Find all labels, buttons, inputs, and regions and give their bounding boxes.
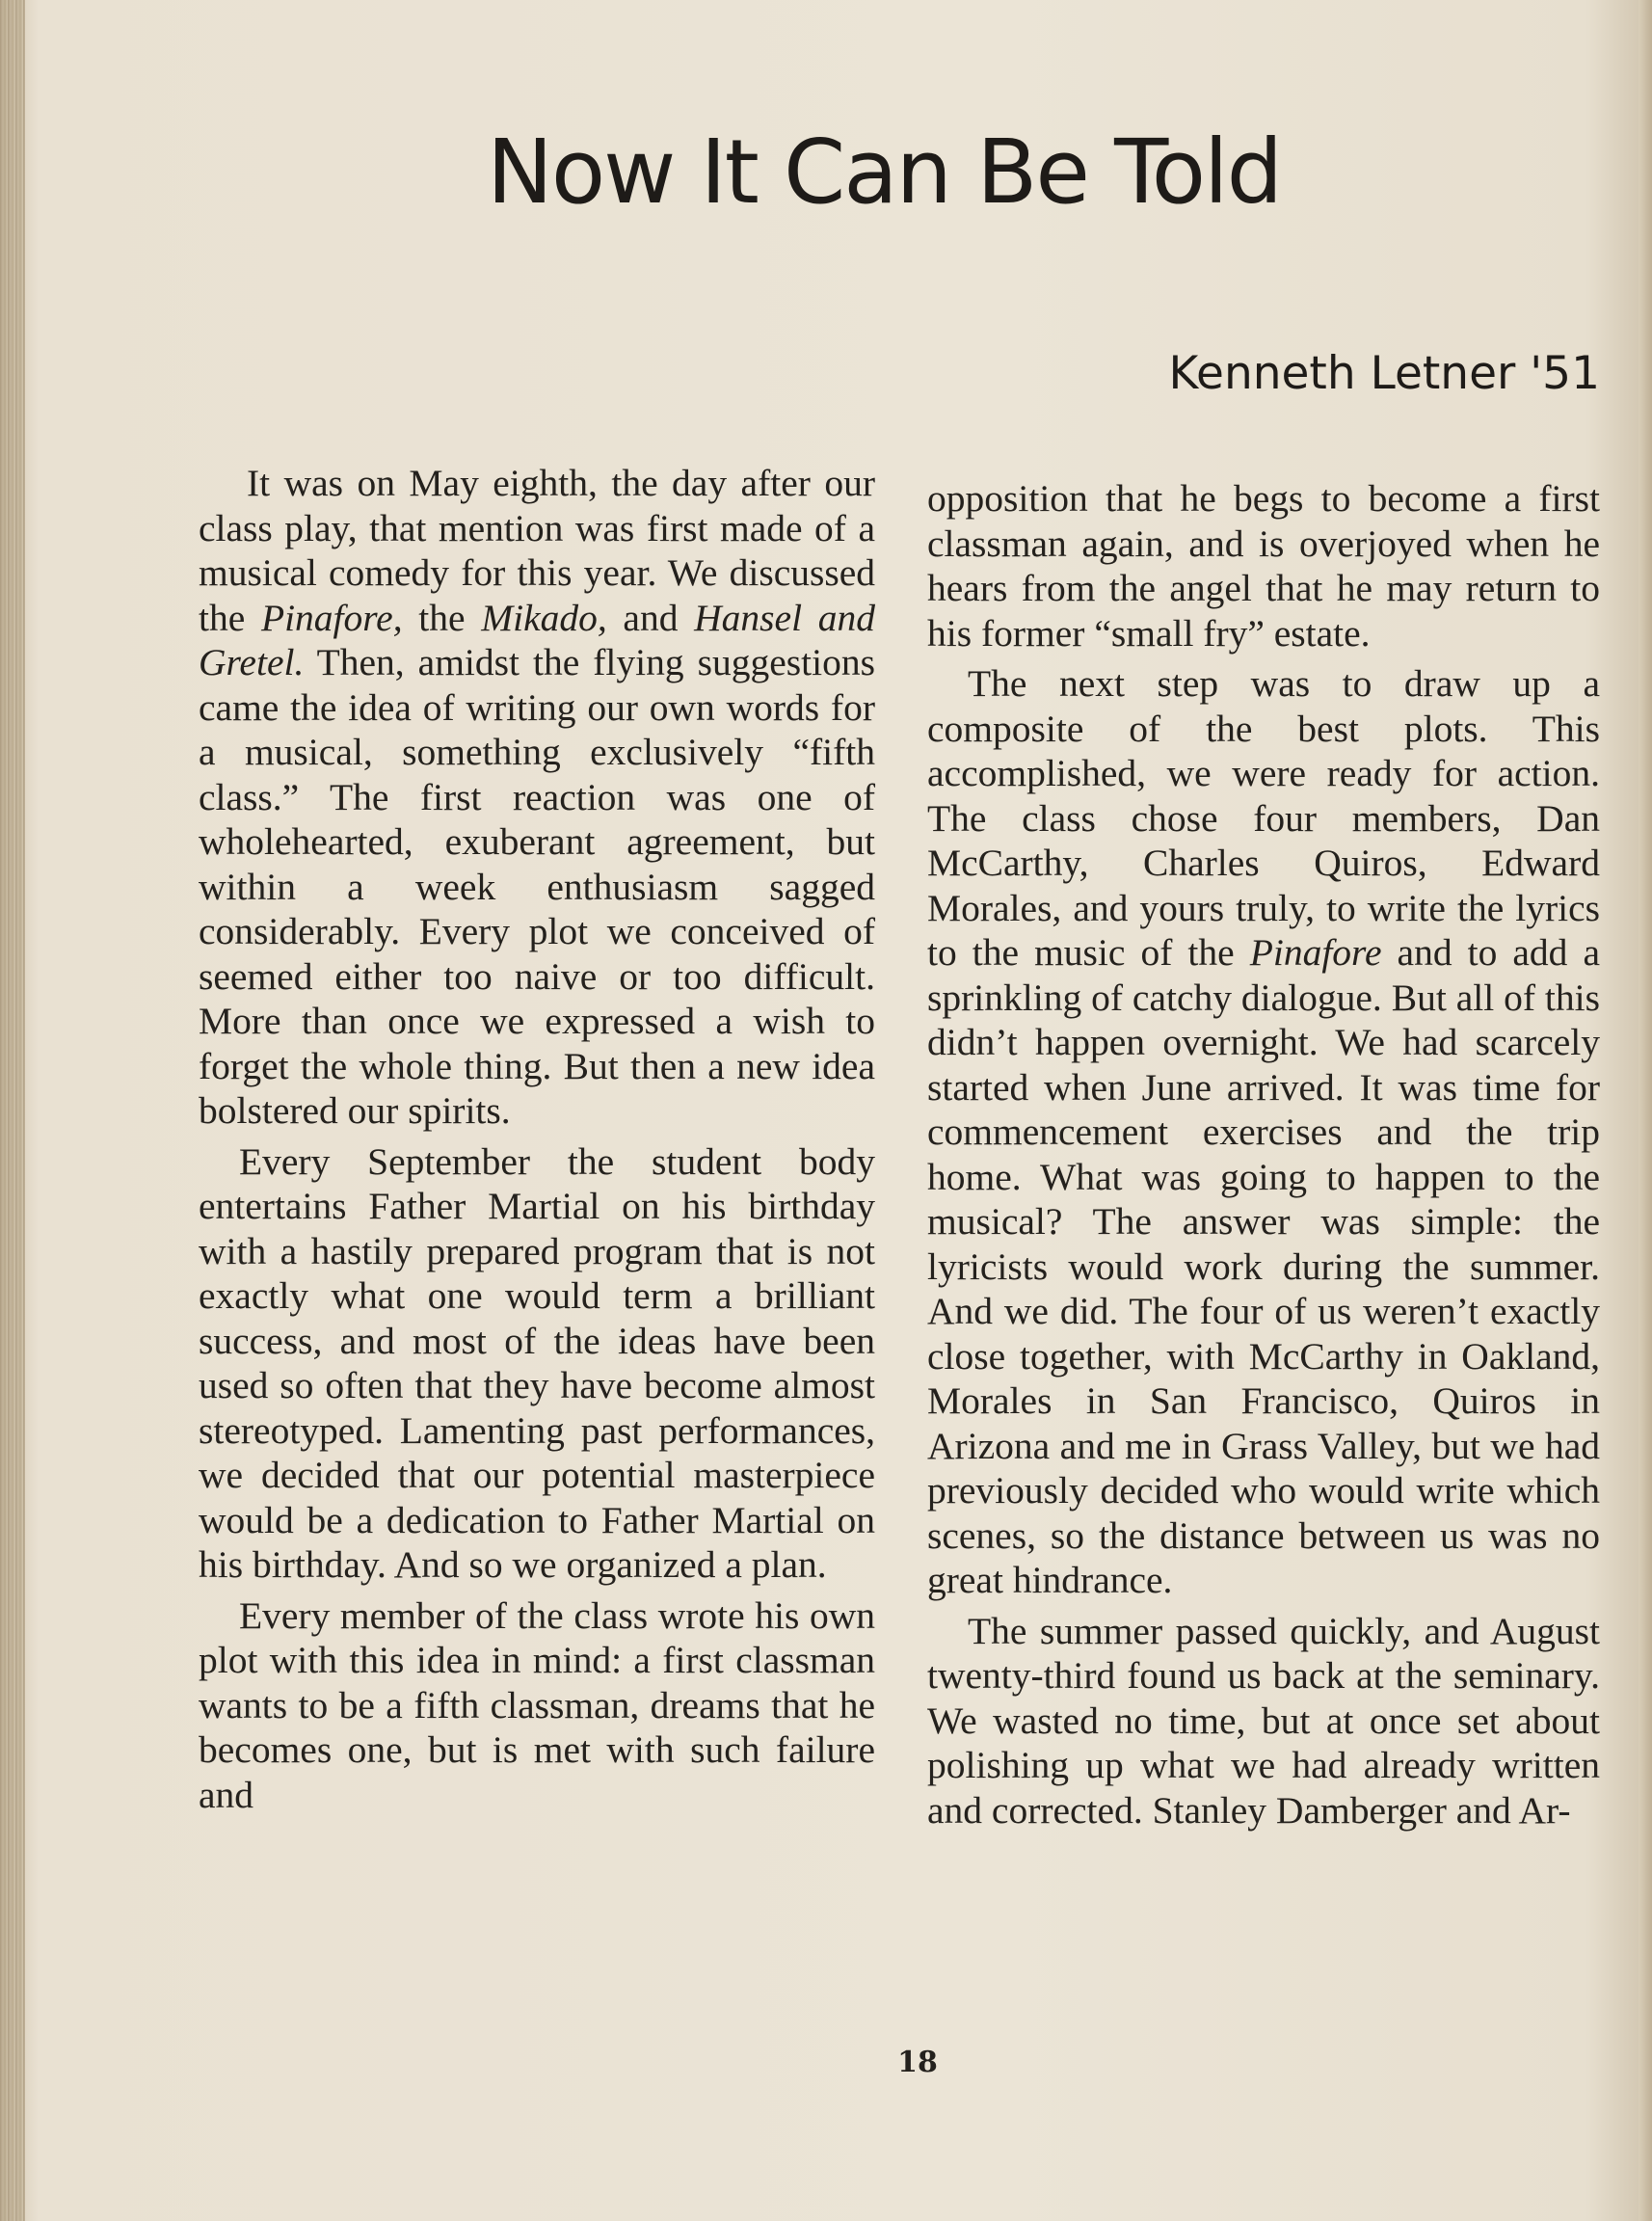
paragraph: The summer passed quickly, and August twenty-third found us back at the seminary. We wasted no time, but at once set about polishing up what we had already written and corrected. Stanley Damberger and Ar-	[927, 1609, 1600, 1832]
text-run: the	[402, 596, 482, 639]
text-run: Then, amidst the flying suggestions came the idea of writing our own words for a musical, something exclusively “fifth class.” The first reaction was one of wholehearted, exuberant agreement, but within a week enthusiasm sagged considerably. Every plot we conceived of seemed either too naive or too difficult. More than once we expressed a wish to forget the whole thing. But then a new idea bolstered our spirits.	[199, 641, 875, 1132]
text-run: It was on May eighth, the day after our class play, that mention was first made of a musical comedy for this year. We discussed the	[199, 462, 875, 639]
page-edge	[1639, 0, 1652, 2221]
paragraph: Every member of the class wrote his own plot with this idea in mind: a first classman wants to be a fifth classman, dreams that he becomes one, but is met with such failure and	[199, 1593, 875, 1816]
paragraph	[927, 661, 1600, 1603]
italic-title: Mikado,	[481, 596, 607, 639]
page-number: 18	[897, 2046, 938, 2079]
text-run: The next step was to draw up a composite of the best plots. This accomplished, we were ready for action. The class chose four members, Dan McCarthy, Charles Quiros, Edward Morales, and yours truly, to write the lyrics to the music of the	[927, 662, 1600, 974]
italic-title: Hansel and Gretel.	[199, 596, 875, 683]
text-run: and to add a sprinkling of catchy dialogue. But all of this didn’t happen overnight. We had scarcely started when June arrived. It was time for commencement exercises and the trip home. What was going to happen to the musical? The answer was simple: the lyricists would work during the summer. And we did. The four of us weren’t exactly close together, with McCarthy in Oakland, Morales in San Francisco, Quiros in Arizona and me in Grass Valley, but we had previously decided who would write which scenes, so the distance between us was no great hindrance.	[927, 931, 1601, 1601]
paragraph: Every September the student body entertains Father Martial on his birthday with a hastily prepared program that is not exactly what one would term a brilliant success, and most of the ideas have been used so often that they have become almost stereotyped. Lamenting past performances, we decided that our potential masterpiece would be a dedication to Father Martial on his birthday. And so we organized a plan.	[199, 1139, 875, 1586]
italic-title: Pinafore	[1249, 931, 1382, 974]
paragraph: opposition that he begs to become a first classman again, and is overjoyed when he hears from the angel that he may return to his former “small fry” estate.	[927, 477, 1600, 655]
page-binding	[0, 0, 25, 2221]
article-title: Now It Can Be Told	[487, 120, 1281, 224]
article-author: Kenneth Letner '51	[1168, 347, 1600, 400]
left-column	[199, 461, 875, 1817]
text-run: and	[606, 596, 695, 639]
right-column	[927, 476, 1600, 1833]
paragraph	[199, 461, 875, 1134]
italic-title: Pinafore,	[260, 596, 403, 639]
